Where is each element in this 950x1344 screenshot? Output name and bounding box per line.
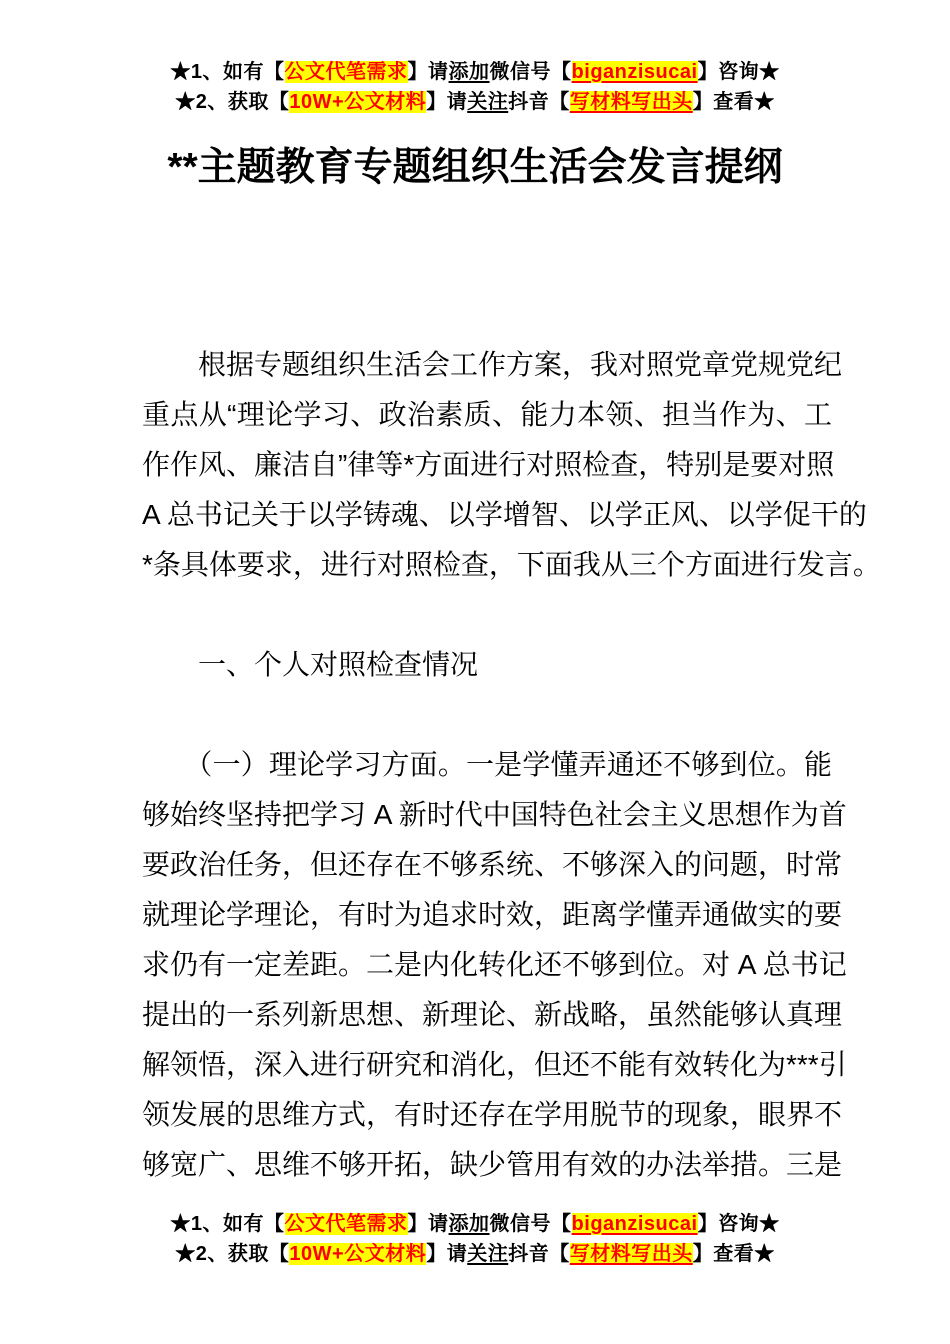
promo-emphasis-text: 添加 xyxy=(448,1213,490,1235)
blank-line xyxy=(142,590,832,640)
text-line: 重点从“理论学习、政治素质、能力本领、担当作为、工 xyxy=(142,399,832,430)
header-promo xyxy=(0,57,950,117)
promo-text: 抖音【 xyxy=(508,1243,570,1265)
promo-emphasis-text: 10W+公文材料 xyxy=(289,91,427,113)
promo-text: ★1、如有【 xyxy=(170,1213,285,1235)
text-line: 领发展的思维方式，有时还存在学用脱节的现象，眼界不 xyxy=(142,1099,843,1130)
promo-text: 】查看★ xyxy=(692,91,775,113)
footer-promo-line-1 xyxy=(0,1209,950,1239)
text-line: *条具体要求，进行对照检查，下面我从三个方面进行发言。 xyxy=(142,549,881,580)
promo-emphasis-text: 写材料写出头 xyxy=(569,1243,693,1265)
promo-text: 抖音【 xyxy=(508,91,570,113)
promo-text: ★2、获取【 xyxy=(175,1243,290,1265)
promo-text: 】请 xyxy=(426,1243,468,1265)
text-line: 够宽广、思维不够开拓，缺少管用有效的办法举措。三是 xyxy=(142,1149,843,1180)
section-heading-1: 一、个人对照检查情况 xyxy=(142,649,479,680)
text-line: 根据专题组织生活会工作方案，我对照党章党规党纪 xyxy=(142,349,843,380)
document-title: **主题教育专题组织生活会发言提纲 xyxy=(167,146,783,189)
header-promo-line-2 xyxy=(0,87,950,117)
footer-promo xyxy=(0,1209,950,1269)
text-line: 要政治任务，但还存在不够系统、不够深入的问题，时常 xyxy=(142,849,843,880)
promo-text: 】请 xyxy=(426,91,468,113)
text-line: 就理论学理论，有时为追求时效，距离学懂弄通做实的要 xyxy=(142,899,843,930)
promo-text: 】咨询★ xyxy=(697,61,780,83)
promo-emphasis-text: biganzisucai xyxy=(571,61,698,83)
promo-text: 】请 xyxy=(407,61,449,83)
text-line: A 总书记关于以学铸魂、以学增智、以学正风、以学促干的 xyxy=(142,499,867,530)
promo-emphasis-text: 关注 xyxy=(467,1243,509,1265)
promo-text: ★2、获取【 xyxy=(175,91,290,113)
blank-line xyxy=(142,690,832,740)
promo-text: 】查看★ xyxy=(692,1243,775,1265)
footer-promo-line-2 xyxy=(0,1239,950,1269)
promo-emphasis-text: 10W+公文材料 xyxy=(289,1243,427,1265)
text-line: 提出的一系列新思想、新理论、新战略，虽然能够认真理 xyxy=(142,999,843,1030)
text-line: 求仍有一定差距。二是内化转化还不够到位。对 A 总书记 xyxy=(142,949,847,980)
paragraph-1 xyxy=(142,340,881,590)
header-promo-line-1 xyxy=(0,57,950,87)
promo-emphasis-text: 写材料写出头 xyxy=(569,91,693,113)
promo-text: ★1、如有【 xyxy=(170,61,285,83)
text-line: （一）理论学习方面。一是学懂弄通还不够到位。能 xyxy=(142,749,832,780)
promo-text: 】请 xyxy=(407,1213,449,1235)
promo-text: 】咨询★ xyxy=(697,1213,780,1235)
promo-text: 微信号【 xyxy=(489,61,572,83)
text-line: 解领悟，深入进行研究和消化，但还不能有效转化为***引 xyxy=(142,1049,847,1080)
promo-emphasis-text: 添加 xyxy=(448,61,490,83)
promo-emphasis-text: biganzisucai xyxy=(571,1213,698,1235)
paragraph-2 xyxy=(142,740,847,1190)
text-line: 够始终坚持把学习 A 新时代中国特色社会主义思想作为首 xyxy=(142,799,847,830)
promo-emphasis-text: 公文代笔需求 xyxy=(284,61,408,83)
document-body xyxy=(142,340,881,1190)
promo-text: 微信号【 xyxy=(489,1213,572,1235)
promo-emphasis-text: 关注 xyxy=(467,91,509,113)
promo-emphasis-text: 公文代笔需求 xyxy=(284,1213,408,1235)
text-line: 作作风、廉洁自”律等*方面进行对照检查，特别是要对照 xyxy=(142,449,835,480)
